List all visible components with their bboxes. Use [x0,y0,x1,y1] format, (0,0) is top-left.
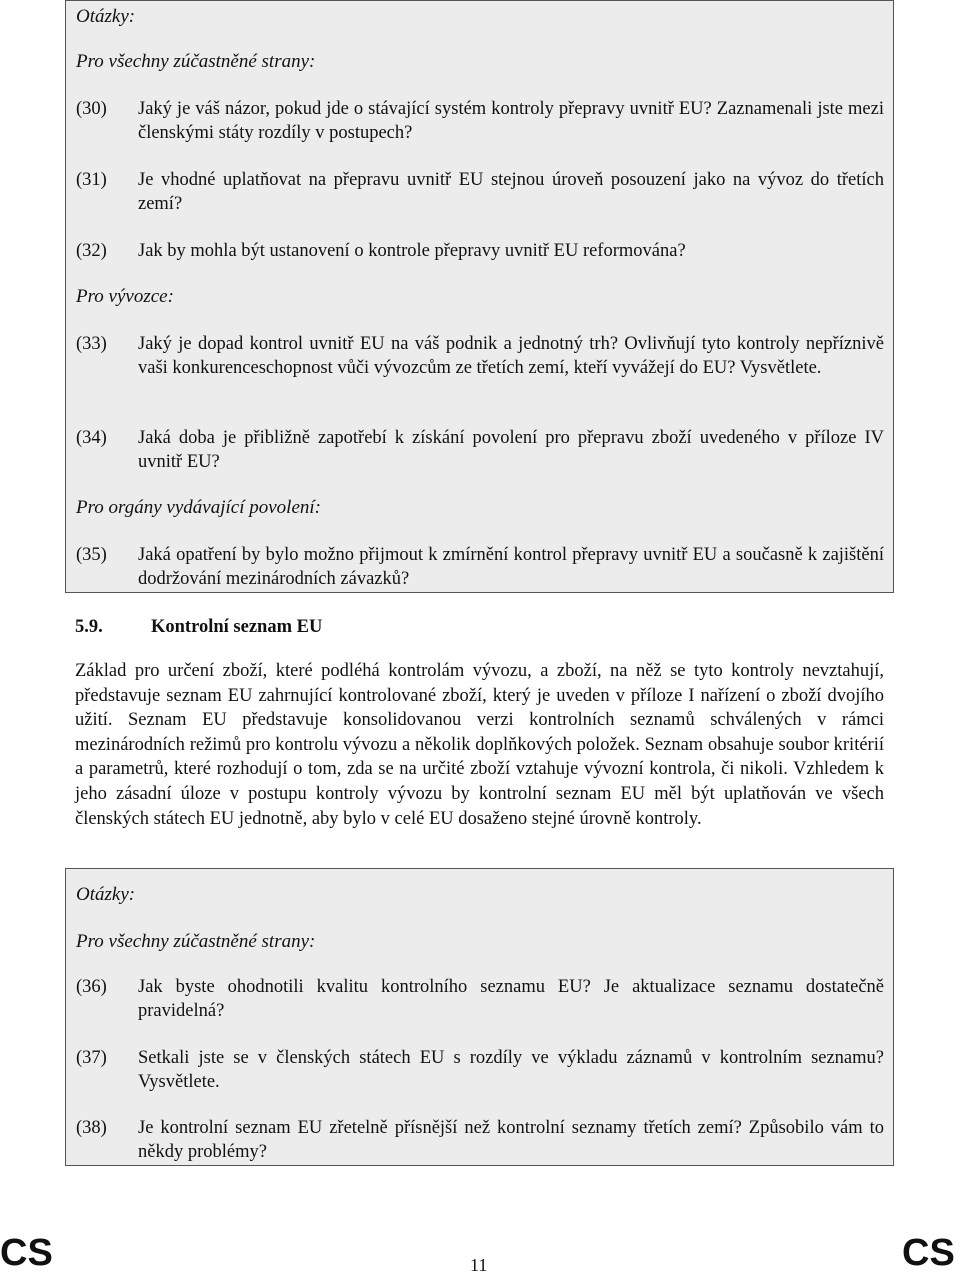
question-text: Jaký je dopad kontrol uvnitř EU na váš podnik a jednotný trh? Ovlivňují tyto kontroly nepříznivě vaši konkurenceschopnost vůči vývozcům ze třetích zemí, kteří vyvážejí do EU? Vysvětlete. [138,334,884,378]
question-35 [76,543,884,591]
section-paragraph: Základ pro určení zboží, které podléhá kontrolám vývozu, a zboží, na něž se tyto kontroly nevztahují, představuje seznam EU zahrnující kontrolované zboží, který je uveden v příloze I nařízení o zboží dvojího užití. Seznam EU představuje konsolidovanou verzi kontrolních seznamů schválených v rámci mezinárodních režimů pro kontrolu vývozu a několik doplňkových položek. Seznam obsahuje soubor kritérií a parametrů, které rozhodují o tom, zda se na určité zboží vztahuje vývozní kontrola, či nikoli. Vzhledem k jeho zásadní úloze v postupu kontroly vývozu by kontrolní seznam EU měl být uplatňován ve všech členských státech EU jednotně, aby bylo v celé EU dosaženo stejné úrovně kontroly. [75,661,884,829]
questions-box-1 [65,0,894,593]
questions-title: Otázky: [76,6,136,27]
question-number: (34) [76,428,107,448]
questions-title: Otázky: [76,884,136,905]
question-text: Jaký je váš názor, pokud jde o stávající systém kontroly přepravy uvnitř EU? Zaznamenali jste mezi členskými státy rozdíly v postupech? [138,99,884,143]
question-number: (36) [76,977,107,997]
question-text: Jaká opatření by bylo možno přijmout k zmírnění kontrol přepravy uvnitř EU a současně k zajištění dodržování mezinárodních závazků? [138,545,884,589]
group-heading-all-parties: Pro všechny zúčastněné strany: [76,51,316,72]
page-number: 11 [470,1255,488,1275]
question-32 [76,239,884,263]
section-title: Kontrolní seznam EU [151,617,323,637]
group-heading-all-parties: Pro všechny zúčastněné strany: [76,931,316,952]
group-heading-licensing-authorities: Pro orgány vydávající povolení: [76,497,321,518]
question-30 [76,97,884,145]
question-number: (32) [76,241,107,261]
footer-language-right: CS [902,1232,955,1274]
question-34 [76,426,884,474]
question-number: (31) [76,170,107,190]
section-number: 5.9. [75,617,103,637]
questions-box-2 [65,868,894,1166]
question-33 [76,332,884,380]
question-text: Jak by mohla být ustanovení o kontrole přepravy uvnitř EU reformována? [138,241,686,261]
question-text: Je kontrolní seznam EU zřetelně přísnější než kontrolní seznamy třetích zemí? Způsobilo vám to někdy problémy? [138,1118,884,1162]
question-number: (33) [76,334,107,354]
question-number: (30) [76,99,107,119]
question-number: (35) [76,545,107,565]
question-36 [76,975,884,1023]
question-37 [76,1046,884,1094]
question-31 [76,168,884,216]
question-text: Je vhodné uplatňovat na přepravu uvnitř EU stejnou úroveň posouzení jako na vývoz do třetích zemí? [138,170,884,214]
group-heading-exporters: Pro vývozce: [76,286,174,307]
question-38 [76,1116,884,1164]
question-text: Setkali jste se v členských státech EU s rozdíly ve výkladu záznamů v kontrolním seznamu? Vysvětlete. [138,1048,884,1092]
question-text: Jak byste ohodnotili kvalitu kontrolního seznamu EU? Je aktualizace seznamu dostatečně pravidelná? [138,977,884,1021]
question-number: (38) [76,1118,107,1138]
question-text: Jaká doba je přibližně zapotřebí k získání povolení pro přepravu zboží uvedeného v příloze IV uvnitř EU? [138,428,884,472]
question-number: (37) [76,1048,107,1068]
footer-language-left: CS [0,1232,53,1274]
